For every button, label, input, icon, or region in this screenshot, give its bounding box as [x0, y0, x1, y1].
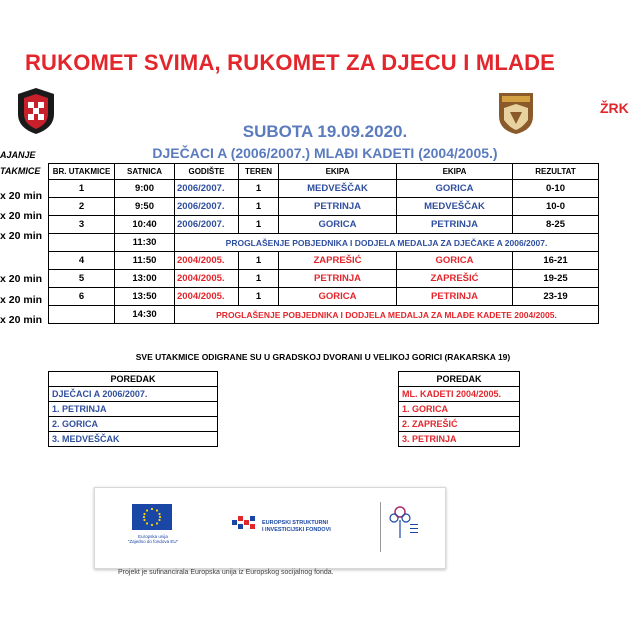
match-year: 2006/2007.: [175, 198, 239, 216]
match-number: 6: [49, 288, 115, 306]
esf-flower-logo-icon: [388, 502, 420, 542]
column-header: SATNICA: [115, 164, 175, 180]
column-header: EKIPA: [279, 164, 397, 180]
match-year: 2004/2005.: [175, 288, 239, 306]
standings-heading: POREDAK: [49, 372, 218, 387]
match-result: 16-21: [513, 252, 599, 270]
home-team: GORICA: [279, 216, 397, 234]
date-heading: SUBOTA 19.09.2020.: [242, 122, 408, 141]
duration-label: x 20 min: [0, 230, 43, 242]
home-team: ZAPREŠIĆ: [279, 252, 397, 270]
esi-caption-line: EUROPSKI STRUKTURNI: [262, 520, 329, 526]
home-team: GORICA: [279, 288, 397, 306]
table-row: [49, 252, 599, 270]
column-header: REZULTAT: [513, 164, 599, 180]
duration-label: x 20 min: [0, 190, 43, 202]
table-row: [49, 180, 599, 198]
category-heading: DJEČACI A (2006/2007.) MLAĐI KADETI (2004/2005.): [152, 145, 498, 161]
side-label-2: TAKMICE: [0, 166, 41, 176]
column-header: EKIPA: [397, 164, 513, 180]
esi-caption: [262, 520, 331, 534]
table-row: [49, 216, 599, 234]
standings-item: 2. ZAPREŠIĆ: [399, 417, 520, 432]
announcement-row: [49, 306, 599, 324]
match-year: 2006/2007.: [175, 216, 239, 234]
announcement-text: PROGLAŠENJE POBJEDNIKA I DODJELA MEDALJA ZA DJEČAKE A 2006/2007.: [175, 234, 599, 252]
home-team: PETRINJA: [279, 270, 397, 288]
venue-note: SVE UTAKMICE ODIGRANE SU U GRADSKOJ DVORANI U VELIKOJ GORICI (RAKARSKA 19): [135, 352, 511, 362]
match-result: 0-10: [513, 180, 599, 198]
match-number: 3: [49, 216, 115, 234]
standings-right: [398, 371, 520, 447]
club-crest-left-icon: [14, 86, 58, 136]
esi-caption-line: I INVESTICIJSKI FONDOVI: [262, 527, 331, 533]
match-time: 10:40: [115, 216, 175, 234]
eu-caption-line: Europska unija: [138, 534, 168, 539]
match-court: 1: [239, 180, 279, 198]
table-header-row: [49, 164, 599, 180]
match-time: 13:50: [115, 288, 175, 306]
match-court: 1: [239, 198, 279, 216]
match-court: 1: [239, 216, 279, 234]
eu-caption: [124, 534, 182, 544]
side-label-1: AJANJE: [0, 150, 36, 160]
table-row: [49, 288, 599, 306]
announcement-text: PROGLAŠENJE POBJEDNIKA I DODJELA MEDALJA ZA MLAĐE KADETE 2004/2005.: [175, 306, 599, 324]
away-team: PETRINJA: [397, 288, 513, 306]
away-team: GORICA: [397, 180, 513, 198]
match-number: 2: [49, 198, 115, 216]
away-team: ZAPREŠIĆ: [397, 270, 513, 288]
standings-item: 3. PETRINJA: [399, 432, 520, 447]
standings-category: DJEČACI A 2006/2007.: [49, 387, 218, 402]
eu-caption-line: "Zajedno do fondova EU": [127, 539, 179, 544]
home-team: MEDVEŠČAK: [279, 180, 397, 198]
match-result: 19-25: [513, 270, 599, 288]
club-crest-right-icon: [496, 90, 536, 136]
page-title: RUKOMET SVIMA, RUKOMET ZA DJECU I MLADE: [24, 50, 556, 75]
duration-label: x 20 min: [0, 210, 43, 222]
announcement-time: 11:30: [115, 234, 175, 252]
standings-left: [48, 371, 218, 447]
club-label-right: ŽRK: [600, 100, 629, 116]
match-time: 11:50: [115, 252, 175, 270]
column-header: BR. UTAKMICE: [49, 164, 115, 180]
match-year: 2006/2007.: [175, 180, 239, 198]
standings-item: 1. GORICA: [399, 402, 520, 417]
banner-divider: [380, 502, 381, 552]
duration-label: x 20 min: [0, 294, 43, 306]
match-time: 13:00: [115, 270, 175, 288]
column-header: TEREN: [239, 164, 279, 180]
match-court: 1: [239, 252, 279, 270]
table-row: [49, 198, 599, 216]
standings-heading: POREDAK: [399, 372, 520, 387]
duration-label: x 20 min: [0, 314, 43, 326]
match-year: 2004/2005.: [175, 270, 239, 288]
table-row: [49, 270, 599, 288]
standings-item: 3. MEDVEŠČAK: [49, 432, 218, 447]
match-time: 9:50: [115, 198, 175, 216]
match-result: 8-25: [513, 216, 599, 234]
eu-flag-icon: [132, 504, 172, 530]
match-court: 1: [239, 288, 279, 306]
standings-item: 1. PETRINJA: [49, 402, 218, 417]
match-year: 2004/2005.: [175, 252, 239, 270]
match-number: 5: [49, 270, 115, 288]
match-number: 4: [49, 252, 115, 270]
match-number: 1: [49, 180, 115, 198]
esi-funds-logo-icon: [230, 512, 260, 534]
match-court: 1: [239, 270, 279, 288]
duration-label: x 20 min: [0, 273, 43, 285]
column-header: GODIŠTE: [175, 164, 239, 180]
announcement-time: 14:30: [115, 306, 175, 324]
standings-category: ML. KADETI 2004/2005.: [399, 387, 520, 402]
away-team: GORICA: [397, 252, 513, 270]
match-result: 10-0: [513, 198, 599, 216]
footer-note: Projekt je sufinancirala Europska unija iz Europskog socijalnog fonda.: [118, 569, 334, 576]
away-team: PETRINJA: [397, 216, 513, 234]
match-result: 23-19: [513, 288, 599, 306]
schedule-table: [48, 163, 599, 324]
match-time: 9:00: [115, 180, 175, 198]
home-team: PETRINJA: [279, 198, 397, 216]
announcement-row: [49, 234, 599, 252]
away-team: MEDVEŠČAK: [397, 198, 513, 216]
standings-item: 2. GORICA: [49, 417, 218, 432]
